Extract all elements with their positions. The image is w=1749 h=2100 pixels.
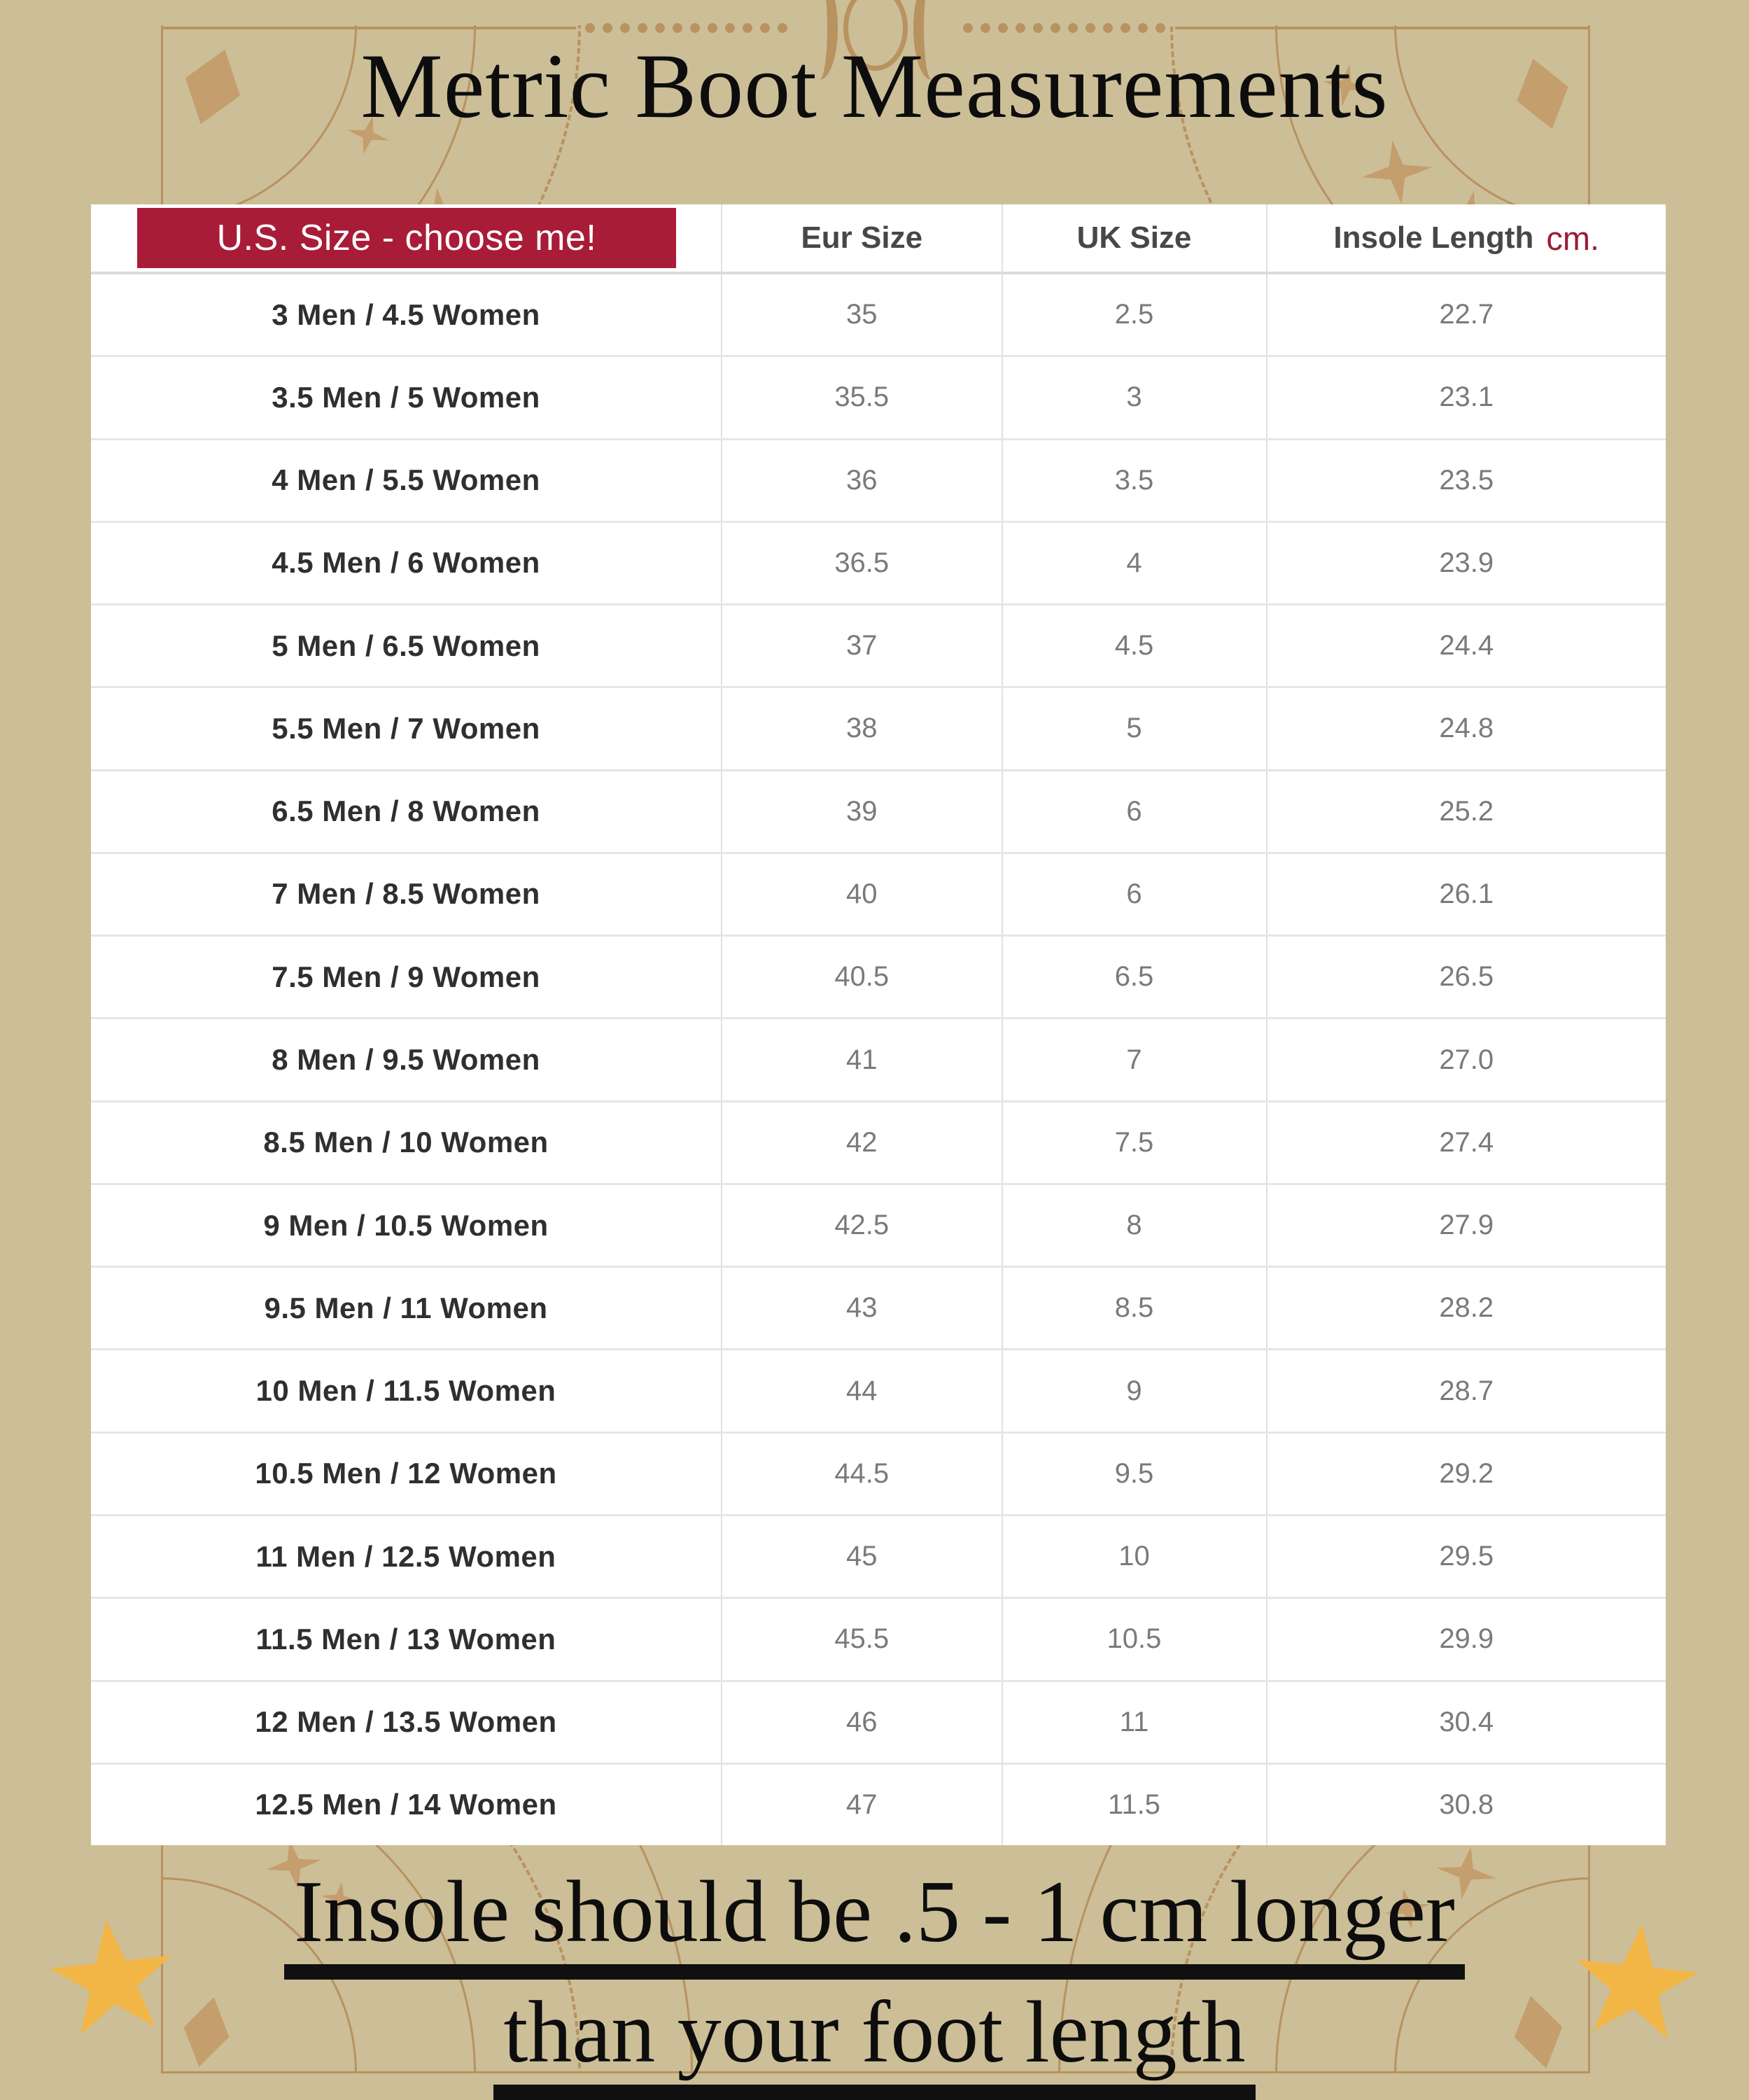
cell-uk: 6 [1002, 854, 1266, 934]
cell-us: 10 Men / 11.5 Women [255, 1374, 556, 1408]
table-row [91, 771, 1666, 854]
table-body [91, 274, 1666, 1845]
cell-uk: 8 [1002, 1185, 1266, 1266]
cell-eur: 44.5 [721, 1434, 1002, 1514]
cell-eur: 36 [721, 440, 1002, 521]
cell-us: 11 Men / 12.5 Women [255, 1539, 556, 1573]
cell-eur: 46 [721, 1682, 1002, 1763]
table-row [91, 1185, 1666, 1268]
table-row [91, 1516, 1666, 1599]
cell-insole: 23.1 [1266, 357, 1666, 438]
cell-us: 10.5 Men / 12 Women [255, 1457, 557, 1490]
cell-insole: 24.4 [1266, 606, 1666, 686]
cell-uk: 7 [1002, 1019, 1266, 1100]
cell-insole: 28.2 [1266, 1268, 1666, 1348]
table-row [91, 854, 1666, 937]
table-row [91, 523, 1666, 606]
table-row [91, 606, 1666, 688]
cell-uk: 10.5 [1002, 1599, 1266, 1679]
cell-uk: 5 [1002, 688, 1266, 769]
cell-us: 9.5 Men / 11 Women [264, 1291, 548, 1324]
cell-us: 6.5 Men / 8 Women [272, 794, 540, 828]
header-uk-size: UK Size [1002, 204, 1266, 272]
cell-uk: 6.5 [1002, 937, 1266, 1017]
cell-uk: 9 [1002, 1350, 1266, 1431]
cell-us: 12.5 Men / 14 Women [255, 1788, 557, 1821]
cell-uk: 6 [1002, 771, 1266, 852]
insole-length-label: Insole Length [1333, 220, 1534, 255]
cell-insole: 28.7 [1266, 1350, 1666, 1431]
table-row [91, 1019, 1666, 1102]
cell-eur: 37 [721, 606, 1002, 686]
cell-us: 11.5 Men / 13 Women [255, 1622, 556, 1656]
ornament-line [161, 27, 576, 29]
table-row [91, 1765, 1666, 1845]
cell-eur: 40.5 [721, 937, 1002, 1017]
cell-uk: 2.5 [1002, 274, 1266, 355]
cell-uk: 3.5 [1002, 440, 1266, 521]
cell-insole: 30.8 [1266, 1765, 1666, 1845]
cell-uk: 11.5 [1002, 1765, 1266, 1845]
cell-uk: 4 [1002, 523, 1266, 603]
us-size-badge: U.S. Size - choose me! [137, 208, 676, 268]
cell-eur: 42.5 [721, 1185, 1002, 1266]
cell-uk: 4.5 [1002, 606, 1266, 686]
cell-eur: 36.5 [721, 523, 1002, 603]
cell-eur: 45.5 [721, 1599, 1002, 1679]
footer-note [0, 1865, 1749, 2100]
cell-eur: 35.5 [721, 357, 1002, 438]
cell-us: 8 Men / 9.5 Women [272, 1043, 540, 1077]
cell-eur: 44 [721, 1350, 1002, 1431]
table-row [91, 357, 1666, 440]
cell-us: 8.5 Men / 10 Women [263, 1126, 549, 1159]
table-row [91, 1434, 1666, 1516]
header-eur-size: Eur Size [721, 204, 1002, 272]
cell-insole: 30.4 [1266, 1682, 1666, 1763]
cell-eur: 38 [721, 688, 1002, 769]
cell-eur: 47 [721, 1765, 1002, 1845]
table-row [91, 1268, 1666, 1350]
cell-us: 3.5 Men / 5 Women [272, 380, 540, 414]
cell-eur: 43 [721, 1268, 1002, 1348]
cell-insole: 26.1 [1266, 854, 1666, 934]
table-row [91, 937, 1666, 1019]
cell-us: 12 Men / 13.5 Women [255, 1705, 557, 1739]
cell-uk: 7.5 [1002, 1102, 1266, 1183]
cell-insole: 27.0 [1266, 1019, 1666, 1100]
cell-insole: 26.5 [1266, 937, 1666, 1017]
cell-insole: 27.9 [1266, 1185, 1666, 1266]
cell-insole: 29.9 [1266, 1599, 1666, 1679]
cell-insole: 29.2 [1266, 1434, 1666, 1514]
cell-eur: 40 [721, 854, 1002, 934]
cell-uk: 11 [1002, 1682, 1266, 1763]
cell-us: 7 Men / 8.5 Women [272, 877, 540, 911]
cell-us: 7.5 Men / 9 Women [272, 960, 540, 993]
table-row [91, 688, 1666, 771]
cell-insole: 23.5 [1266, 440, 1666, 521]
cell-uk: 8.5 [1002, 1268, 1266, 1348]
table-header-row [91, 204, 1666, 274]
cell-uk: 10 [1002, 1516, 1266, 1597]
table-row [91, 1599, 1666, 1681]
cell-us: 9 Men / 10.5 Women [263, 1208, 549, 1242]
cell-us: 3 Men / 4.5 Women [272, 298, 540, 331]
cell-insole: 23.9 [1266, 523, 1666, 603]
cell-insole: 27.4 [1266, 1102, 1666, 1183]
table-row [91, 440, 1666, 523]
table-row [91, 1102, 1666, 1185]
cell-us: 5 Men / 6.5 Women [272, 629, 540, 662]
cell-insole: 22.7 [1266, 274, 1666, 355]
footer-line-2: than your foot length [0, 1985, 1749, 2100]
cell-eur: 45 [721, 1516, 1002, 1597]
cell-us: 4.5 Men / 6 Women [272, 546, 540, 580]
ornament-line [1175, 27, 1590, 29]
cell-us: 4 Men / 5.5 Women [272, 463, 540, 497]
header-insole-length [1266, 204, 1666, 272]
cell-us: 5.5 Men / 7 Women [272, 711, 540, 745]
cell-insole: 24.8 [1266, 688, 1666, 769]
page-title: Metric Boot Measurements [360, 34, 1389, 137]
footer-line-1: Insole should be .5 - 1 cm longer [0, 1865, 1749, 1980]
ornament-dots [582, 22, 792, 34]
cell-uk: 9.5 [1002, 1434, 1266, 1514]
insole-unit-label: cm. [1546, 219, 1600, 257]
table-row [91, 1682, 1666, 1765]
ornament-dots [960, 22, 1169, 34]
cell-uk: 3 [1002, 357, 1266, 438]
cell-eur: 39 [721, 771, 1002, 852]
table-row [91, 1350, 1666, 1433]
cell-eur: 35 [721, 274, 1002, 355]
size-table [91, 204, 1666, 1845]
header-us-size [91, 204, 721, 272]
cell-insole: 25.2 [1266, 771, 1666, 852]
cell-eur: 41 [721, 1019, 1002, 1100]
cell-insole: 29.5 [1266, 1516, 1666, 1597]
table-row [91, 274, 1666, 357]
cell-eur: 42 [721, 1102, 1002, 1183]
